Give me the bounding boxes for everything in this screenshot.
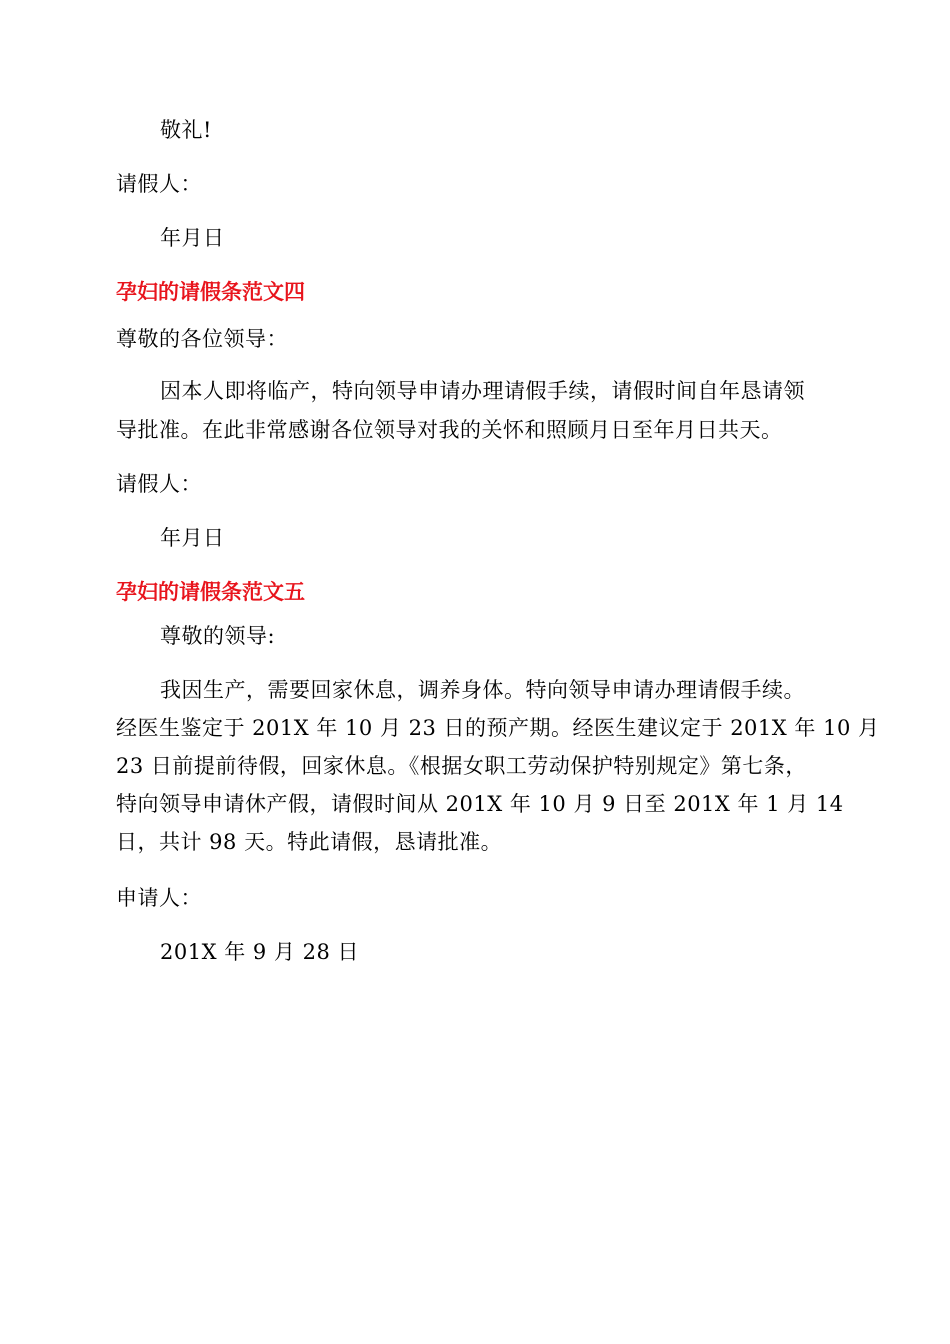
sample5-heading: 孕妇的请假条范文五 — [116, 580, 305, 604]
sample5-date-line: 201X 年 9 月 28 日 — [160, 940, 359, 964]
sample4-body-line: 因本人即将临产，特向领导申请办理请假手续，请假时间自年恳请领 — [160, 379, 805, 403]
sample5-body-line: 日，共计 98 天。特此请假，恳请批准。 — [116, 830, 503, 854]
sample4-salutation: 尊敬的各位领导： — [116, 327, 288, 351]
sample4-requester-label: 请假人： — [116, 472, 202, 496]
sample4-heading: 孕妇的请假条范文四 — [116, 280, 305, 304]
sample5-body-line: 我因生产，需要回家休息，调养身体。特向领导申请办理请假手续。 — [160, 678, 805, 702]
closing-salute: 敬礼! — [160, 118, 212, 142]
sample5-salutation: 尊敬的领导: — [160, 624, 276, 648]
sample5-requester-label: 申请人： — [116, 886, 202, 910]
sample5-body-line: 特向领导申请休产假，请假时间从 201X 年 10 月 9 日至 201X 年 1 月 14 — [116, 792, 844, 816]
requester-label: 请假人： — [116, 172, 202, 196]
sample5-body-line: 23 日前提前待假，回家休息。《根据女职工劳动保护特别规定》第七条， — [116, 754, 807, 778]
sample4-date-line: 年月日 — [160, 526, 225, 550]
sample5-body-line: 经医生鉴定于 201X 年 10 月 23 日的预产期。经医生建议定于 201X 年 10 月 — [116, 716, 880, 740]
sample4-body-line: 导批准。在此非常感谢各位领导对我的关怀和照顾月日至年月日共天。 — [116, 418, 783, 442]
date-line: 年月日 — [160, 226, 225, 250]
